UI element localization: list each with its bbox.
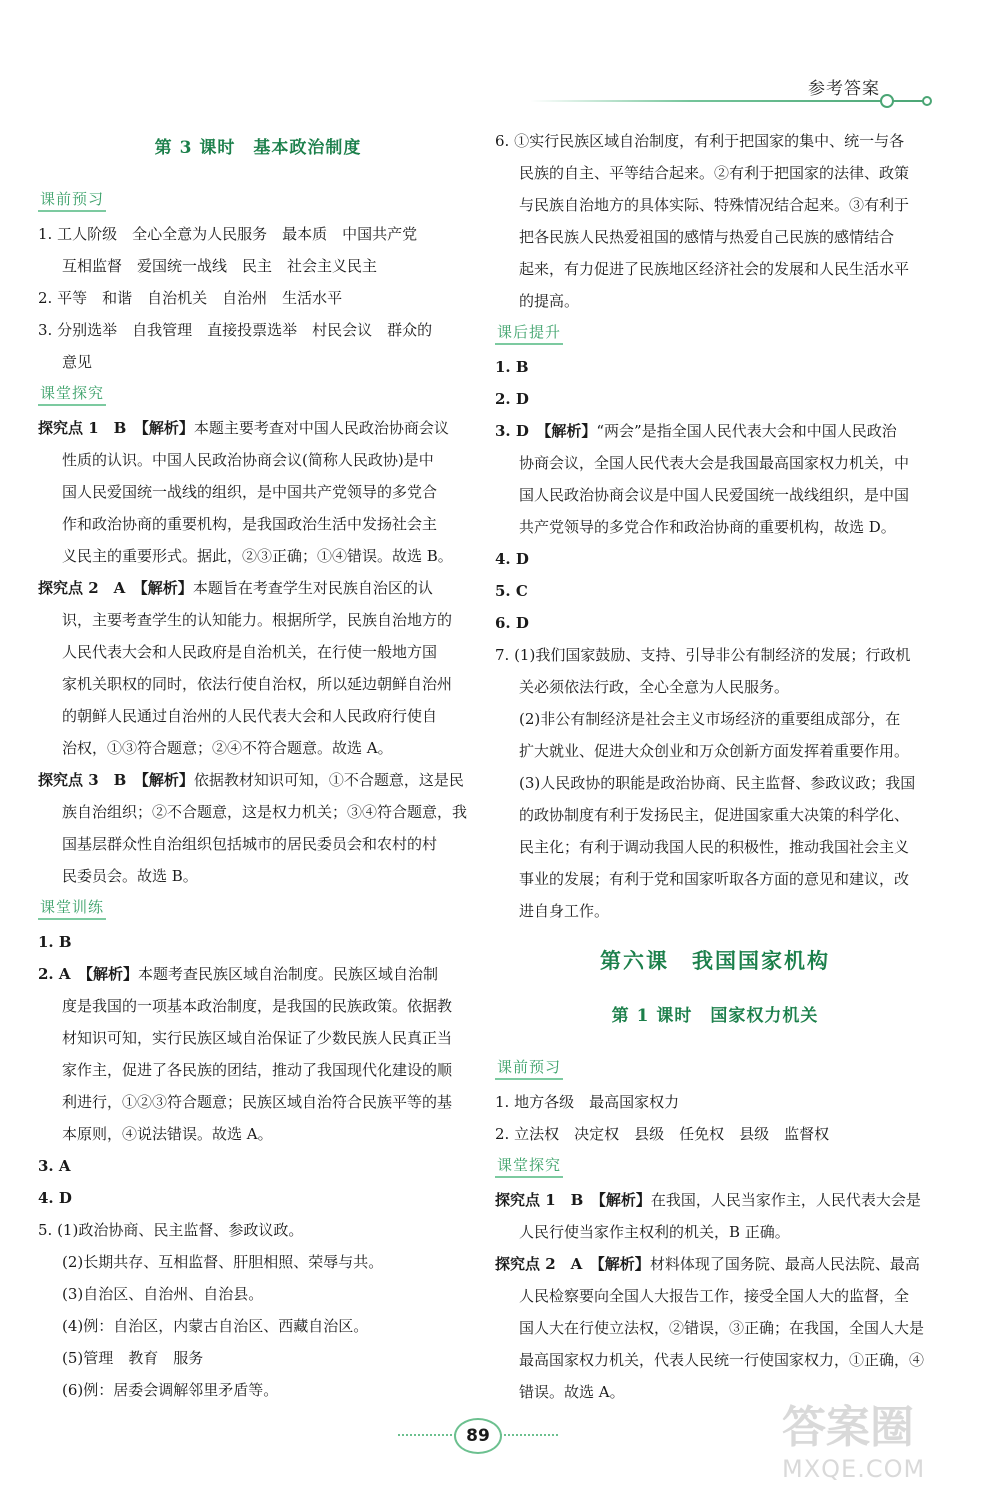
answer-line: 族自治组织；②不合题意，这是权力机关；③④符合题意，我 (62, 803, 468, 821)
answer-line: 家作主，促进了各民族的团结，推动了我国现代化建设的顺 (62, 1061, 453, 1079)
answer-line: 最高国家权力机关，代表人民统一行使国家权力，①正确，④ (519, 1351, 925, 1369)
page-number-divider (398, 1434, 456, 1436)
answer-line: 5. C (495, 582, 528, 600)
answer-line: 3. 分别选举 自我管理 直接投票选举 村民会议 群众的 (38, 321, 433, 339)
section-tag-pre-study: 课前预习 (495, 1056, 563, 1080)
answer-line: 2. 立法权 决定权 县级 任免权 县级 监督权 (495, 1125, 830, 1143)
answer-line: 4. D (38, 1189, 72, 1207)
lesson-title: 第 3 课时 基本政治制度 (154, 138, 362, 158)
answer-line: 5. (1)政治协商、民主监督、参政议政。 (38, 1221, 304, 1239)
explore-point (38, 764, 478, 796)
answer-line: (3)人民政协的职能是政治协商、民主监督、参政议政；我国 (519, 774, 916, 792)
answer-line: (4)例：自治区，内蒙古自治区、西藏自治区。 (62, 1317, 369, 1335)
answer-line: 3. A (38, 1157, 71, 1175)
answer-line: 人民代表大会和人民政府是自治机关，在行使一般地方国 (62, 643, 438, 661)
explore-label: 探究点 1 B 【解析】 (495, 1191, 651, 1209)
explore-point (38, 412, 478, 444)
answer-line: 人民检察要向全国人大报告工作，接受全国人大的监督，全 (519, 1287, 910, 1305)
answer-line: 扩大就业、促进大众创业和万众创新方面发挥着重要作用。 (519, 742, 910, 760)
section-tag-class-explore: 课堂探究 (495, 1154, 563, 1178)
explore-label: 探究点 2 A 【解析】 (38, 579, 193, 597)
answer-line: 的朝鲜人民通过自治州的人民代表大会和人民政府行使自 (62, 707, 438, 725)
answer-line: 作和政治协商的重要机构，是我国政治生活中发扬社会主 (62, 515, 438, 533)
section-tag-pre-study: 课前预习 (38, 188, 106, 212)
answer-line: 1. B (495, 358, 529, 376)
watermark-url: MXQE.COM (782, 1455, 926, 1483)
explore-text: 本题主要考查对中国人民政治协商会议 (193, 419, 449, 437)
explore-text: 依据教材知识可知，①不合题意，这是民 (193, 771, 464, 789)
answer-line: 4. D (495, 550, 529, 568)
header-ornament-icon (922, 96, 932, 106)
explore-point (495, 1248, 935, 1280)
answer-line: 性质的认识。中国人民政治协商会议(简称人民政协)是中 (62, 451, 434, 469)
lesson-title: 第 1 课时 国家权力机关 (611, 1006, 819, 1026)
answer-item (38, 958, 478, 990)
explore-point (38, 572, 478, 604)
answer-line: 民委员会。故选 B。 (62, 867, 198, 885)
answer-line: 2. 平等 和谐 自治机关 自治州 生活水平 (38, 289, 343, 307)
unit-title: 第六课 我国国家机构 (600, 948, 830, 973)
answer-line: 治权，①③符合题意；②④不符合题意。故选 A。 (62, 739, 393, 757)
page-header (530, 70, 950, 110)
answer-line: 的政协制度有利于发扬民主，促进国家重大决策的科学化、 (519, 806, 910, 824)
answer-line: 6. D (495, 614, 529, 632)
answer-line: 互相监督 爱国统一战线 民主 社会主义民主 (62, 257, 378, 275)
header-title: 参考答案 (808, 79, 880, 99)
answer-line: 事业的发展；有利于党和国家听取各方面的意见和建议，改 (519, 870, 910, 888)
answer-line: 国人大在行使立法权，②错误，③正确；在我国，全国人大是 (519, 1319, 925, 1337)
answer-label: 3. D 【解析】 (495, 422, 597, 440)
section-tag-after-class: 课后提升 (495, 321, 563, 345)
section-tag-class-explore: 课堂探究 (38, 382, 106, 406)
answer-line: 1. B (38, 933, 72, 951)
answer-line: 度是我国的一项基本政治制度，是我国的民族政策。依据教 (62, 997, 453, 1015)
answer-line: 国人民爱国统一战线的组织，是中国共产党领导的多党合 (62, 483, 438, 501)
watermark-text: 答案圈 (782, 1402, 914, 1453)
answer-line: 错误。故选 A。 (519, 1383, 625, 1401)
page-number-divider (500, 1434, 558, 1436)
answer-line: 协商会议，全国人民代表大会是我国最高国家权力机关，中 (519, 454, 910, 472)
explore-text: 本题旨在考查学生对民族自治区的认 (192, 579, 433, 597)
answer-line: 国人民政治协商会议是中国人民爱国统一战线组织，是中国 (519, 486, 910, 504)
explore-text: 材料体现了国务院、最高人民法院、最高 (649, 1255, 920, 1273)
answer-line: 利进行，①②③符合题意；民族区域自治符合民族平等的基 (62, 1093, 453, 1111)
header-rule (530, 100, 930, 102)
answer-line: 1. 地方各级 最高国家权力 (495, 1093, 680, 1111)
answer-line: 材知识可知，实行民族区域自治保证了少数民族人民真正当 (62, 1029, 453, 1047)
answer-line: 7. (1)我们国家鼓励、支持、引导非公有制经济的发展；行政机 (495, 646, 911, 664)
answer-line: (2)非公有制经济是社会主义市场经济的重要组成部分，在 (519, 710, 901, 728)
explore-text: 在我国，人民当家作主，人民代表大会是 (650, 1191, 921, 1209)
answer-line: 的提高。 (519, 292, 580, 310)
answer-line: 家机关职权的同时，依法行使自治权，所以延边朝鲜自治州 (62, 675, 453, 693)
header-ornament-icon (880, 94, 894, 108)
page-number (398, 1418, 558, 1452)
answer-line: 进自身工作。 (519, 902, 610, 920)
left-column (38, 125, 478, 1406)
answer-line: 起来，有力促进了民族地区经济社会的发展和人民生活水平 (519, 260, 910, 278)
answer-line: 与民族自治地方的具体实际、特殊情况结合起来。③有利于 (519, 196, 910, 214)
answer-line: (5)管理 教育 服务 (62, 1349, 204, 1367)
answer-line: 意见 (62, 353, 93, 371)
answer-line: 2. D (495, 390, 529, 408)
section-tag-class-training: 课堂训练 (38, 896, 106, 920)
answer-text: 本题考查民族区域自治制度。民族区域自治制 (138, 965, 439, 983)
watermark-logo (782, 1391, 982, 1483)
answer-label: 2. A 【解析】 (38, 965, 139, 983)
answer-line: 义民主的重要形式。据此，②③正确；①④错误。故选 B。 (62, 547, 453, 565)
explore-label: 探究点 2 A 【解析】 (495, 1255, 650, 1273)
answer-line: 关必须依法行政，全心全意为人民服务。 (519, 678, 790, 696)
answer-text: “两会”是指全国人民代表大会和中国人民政治 (596, 422, 897, 440)
answer-line: (6)例：居委会调解邻里矛盾等。 (62, 1381, 279, 1399)
answer-line: 把各民族人民热爱祖国的感情与热爱自己民族的感情结合 (519, 228, 895, 246)
answer-line: 民主化；有利于调动我国人民的积极性，推动我国社会主义 (519, 838, 910, 856)
answer-line: 民族的自主、平等结合起来。②有利于把国家的法律、政策 (519, 164, 910, 182)
page-number-value: 89 (454, 1418, 502, 1454)
answer-line: 国基层群众性自治组织包括城市的居民委员会和农村的村 (62, 835, 438, 853)
answer-line: 人民行使当家作主权利的机关，B 正确。 (519, 1223, 790, 1241)
answer-line: (2)长期共存、互相监督、肝胆相照、荣辱与共。 (62, 1253, 384, 1271)
answer-line: 1. 工人阶级 全心全意为人民服务 最本质 中国共产党 (38, 225, 418, 243)
answer-line: 识，主要考查学生的认知能力。根据所学，民族自治地方的 (62, 611, 453, 629)
explore-label: 探究点 3 B 【解析】 (38, 771, 194, 789)
answer-item (495, 415, 935, 447)
answer-line: 本原则，④说法错误。故选 A。 (62, 1125, 273, 1143)
explore-point (495, 1184, 935, 1216)
explore-label: 探究点 1 B 【解析】 (38, 419, 194, 437)
answer-line: 共产党领导的多党合作和政治协商的重要机构，故选 D。 (519, 518, 896, 536)
answer-line: (3)自治区、自治州、自治县。 (62, 1285, 264, 1303)
answer-line: 6. ①实行民族区域自治制度，有利于把国家的集中、统一与各 (495, 132, 905, 150)
right-column (495, 125, 935, 1408)
